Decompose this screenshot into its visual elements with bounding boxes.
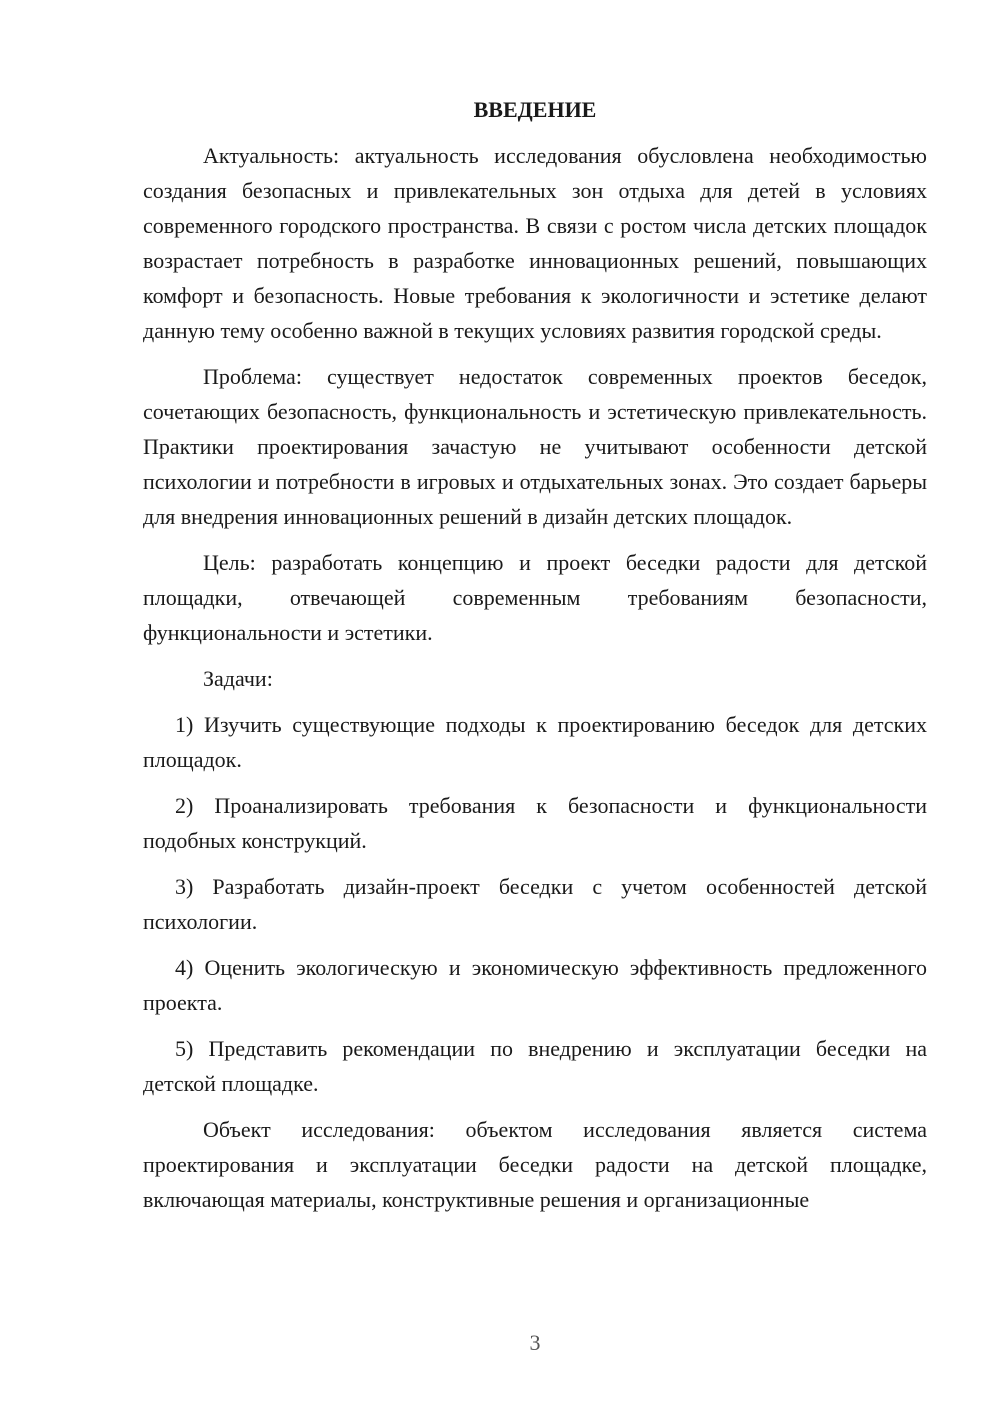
paragraph-object: Объект исследования: объектом исследования является система проектирования и эксплуатации беседки радости на детской площадке, включающая материалы, конструктивные решения и организационные — [143, 1117, 927, 1212]
paragraph-goal: Цель: разработать концепцию и проект беседки радости для детской площадки, отвечающей современным требованиям безопасности, функциональности и эстетики. — [143, 550, 927, 645]
tasks-label: Задачи: — [203, 666, 273, 691]
task-item-1: 1) Изучить существующие подходы к проектированию беседок для детских площадок. — [143, 712, 927, 772]
page-number: 3 — [529, 1330, 541, 1355]
paragraph-relevance: Актуальность: актуальность исследования обусловлена необходимостью создания безопасных и привлекательных зон отдыха для детей в условиях современного городского пространства. В связи с ростом числа детских площадок возрастает потребность в разработке инновационных решений, повышающих комфорт и безопасность. Новые требования к экологичности и эстетике делают данную тему особенно важной в текущих условиях развития городской среды. — [143, 143, 927, 343]
task-item-2: 2) Проанализировать требования к безопасности и функциональности подобных конструкций. — [143, 793, 927, 853]
paragraph-problem: Проблема: существует недостаток современных проектов беседок, сочетающих безопасность, функциональность и эстетическую привлекательность. Практики проектирования зачастую не учитывают особенности детской психологии и потребности в игровых и отдыхательных зонах. Это создает барьеры для внедрения инновационных решений в дизайн детских площадок. — [143, 364, 927, 529]
section-heading: ВВЕДЕНИЕ — [473, 97, 597, 122]
document-page — [143, 90, 927, 1228]
task-item-3: 3) Разработать дизайн-проект беседки с учетом особенностей детской психологии. — [143, 874, 927, 934]
task-item-5: 5) Представить рекомендации по внедрению и эксплуатации беседки на детской площадке. — [143, 1036, 927, 1096]
task-item-4: 4) Оценить экологическую и экономическую эффективность предложенного проекта. — [143, 955, 927, 1015]
